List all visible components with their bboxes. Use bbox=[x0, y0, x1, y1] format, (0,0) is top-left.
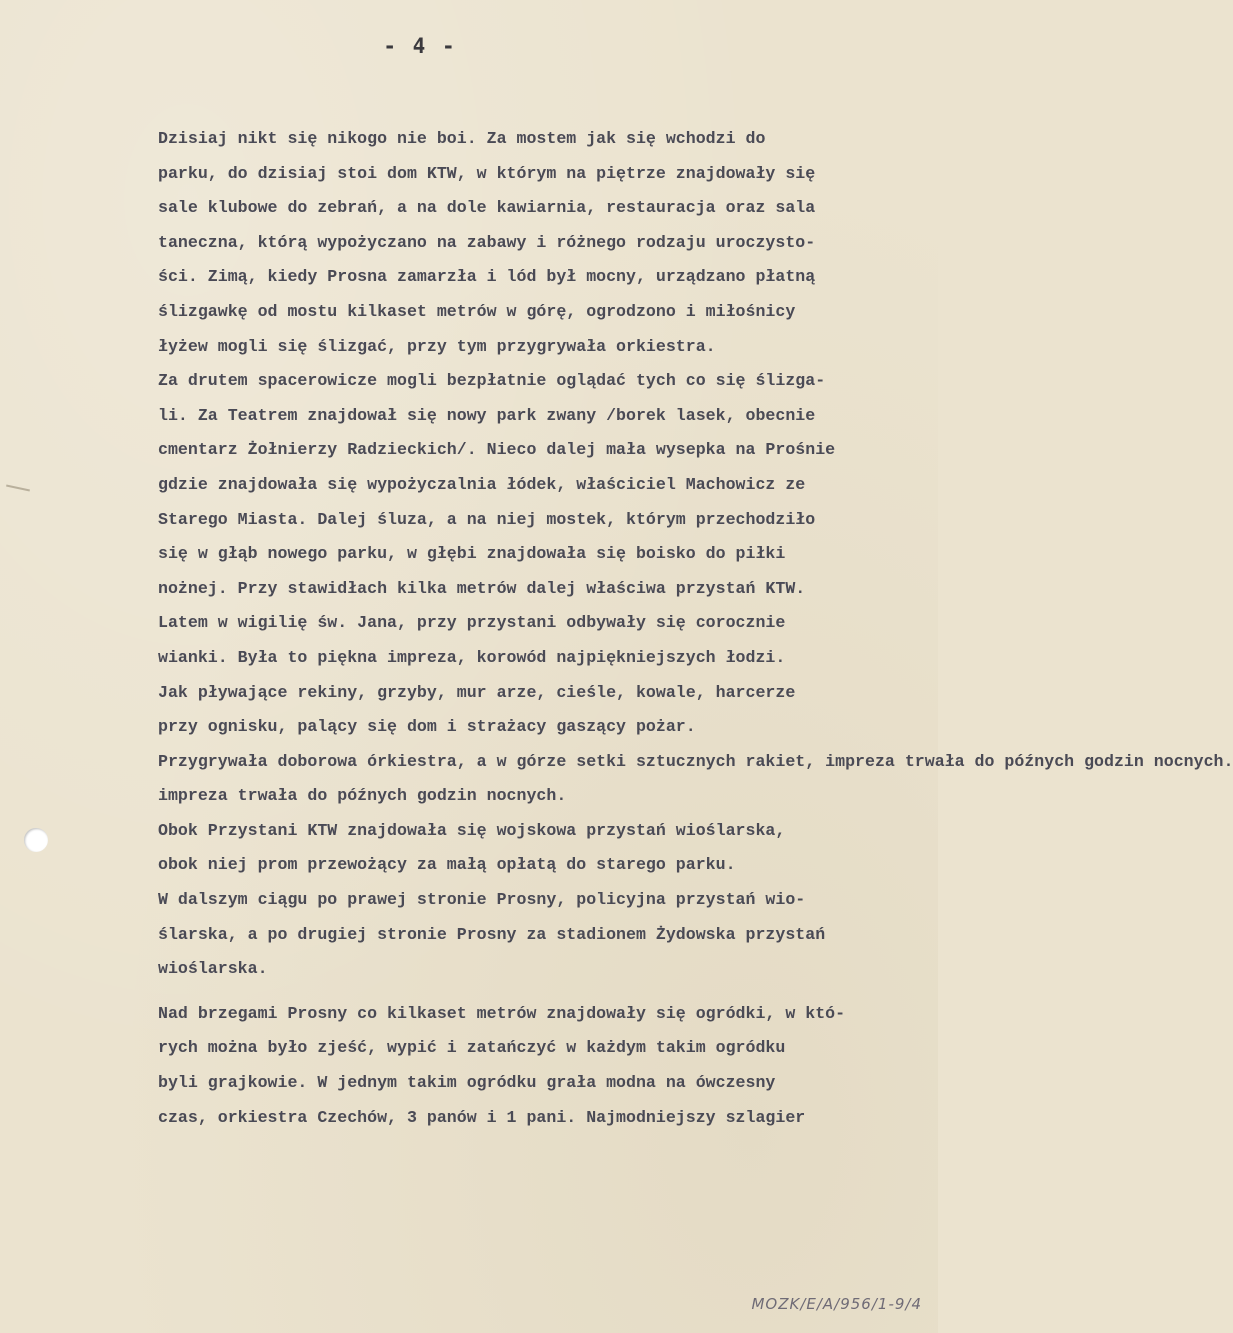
text-line: byli grajkowie. W jednym takim ogródku grała modna na ówczesny bbox=[158, 1073, 776, 1093]
punch-hole bbox=[24, 828, 48, 852]
text-line: wioślarska. bbox=[158, 959, 268, 979]
text-line: gdzie znajdowała się wypożyczalnia łódek, właściciel Machowicz ze bbox=[158, 474, 806, 494]
text-line: cmentarz Żołnierzy Radzieckich/. Nieco dalej mała wysepka na Prośnie bbox=[158, 440, 836, 460]
text-line: Przygrywała doborowa órkiestra, a w górze setki sztucznych rakiet, impreza trwała do późnych godzin nocnych. bbox=[158, 751, 1233, 771]
text-line: W dalszym ciągu po prawej stronie Prosny, policyjna przystań wio- bbox=[158, 890, 806, 910]
text-line: parku, do dzisiaj stoi dom KTW, w którym na piętrze znajdowały się bbox=[158, 163, 816, 183]
text-line: nożnej. Przy stawidłach kilka metrów dalej właściwa przystań KTW. bbox=[158, 578, 806, 598]
text-line: Za drutem spacerowicze mogli bezpłatnie oglądać tych co się ślizga- bbox=[158, 371, 826, 391]
text-line: obok niej prom przewożący za małą opłatą do starego parku. bbox=[158, 855, 736, 875]
text-line: rych można było zjeść, wypić i zatańczyć w każdym takim ogródku bbox=[158, 1038, 786, 1058]
text-line: Dzisiaj nikt się nikogo nie boi. Za mostem jak się wchodzi do bbox=[158, 129, 766, 148]
text-line: ści. Zimą, kiedy Prosna zamarzła i lód był mocny, urządzano płatną bbox=[158, 267, 816, 287]
text-line: przy ognisku, palący się dom i strażacy gaszący pożar. bbox=[158, 717, 696, 737]
text-line: Starego Miasta. Dalej śluza, a na niej mostek, którym przechodziło bbox=[158, 509, 816, 529]
text-line: Latem w wigilię św. Jana, przy przystani odbywały się corocznie bbox=[158, 613, 786, 633]
text-line: ślizgawkę od mostu kilkaset metrów w górę, ogrodzono i miłośnicy bbox=[158, 301, 796, 321]
typewritten-text bbox=[158, 122, 1233, 1135]
fold-mark bbox=[6, 485, 30, 492]
text-line: Nad brzegami Prosny co kilkaset metrów znajdowały się ogródki, w któ- bbox=[158, 1003, 846, 1023]
text-line: ślarska, a po drugiej stronie Prosny za stadionem Żydowska przystań bbox=[158, 924, 826, 944]
text-line: czas, orkiestra Czechów, 3 panów i 1 pani. Najmodniejszy szlagier bbox=[158, 1107, 806, 1127]
text-line: Jak pływające rekiny, grzyby, mur arze, cieśle, kowale, harcerze bbox=[158, 682, 796, 702]
text-line: wianki. Była to piękna impreza, korowód najpiękniejszych łodzi. bbox=[158, 647, 786, 667]
archive-signature: MOZK/E/A/956/1-9/4 bbox=[751, 1295, 922, 1313]
text-line: li. Za Teatrem znajdował się nowy park zwany /borek lasek, obecnie bbox=[158, 405, 816, 425]
text-line: taneczna, którą wypożyczano na zabawy i różnego rodzaju uroczysto- bbox=[158, 232, 816, 252]
text-line: łyżew mogli się ślizgać, przy tym przygrywała orkiestra. bbox=[158, 336, 716, 356]
text-line: się w głąb nowego parku, w głębi znajdowała się boisko do piłki bbox=[158, 544, 786, 564]
text-line: sale klubowe do zebrań, a na dole kawiarnia, restauracja oraz sala bbox=[158, 198, 816, 218]
text-line: impreza trwała do późnych godzin nocnych. bbox=[158, 786, 567, 806]
text-line: Obok Przystani KTW znajdowała się wojskowa przystań wioślarska, bbox=[158, 820, 786, 840]
page-number: - 4 - bbox=[383, 34, 457, 58]
